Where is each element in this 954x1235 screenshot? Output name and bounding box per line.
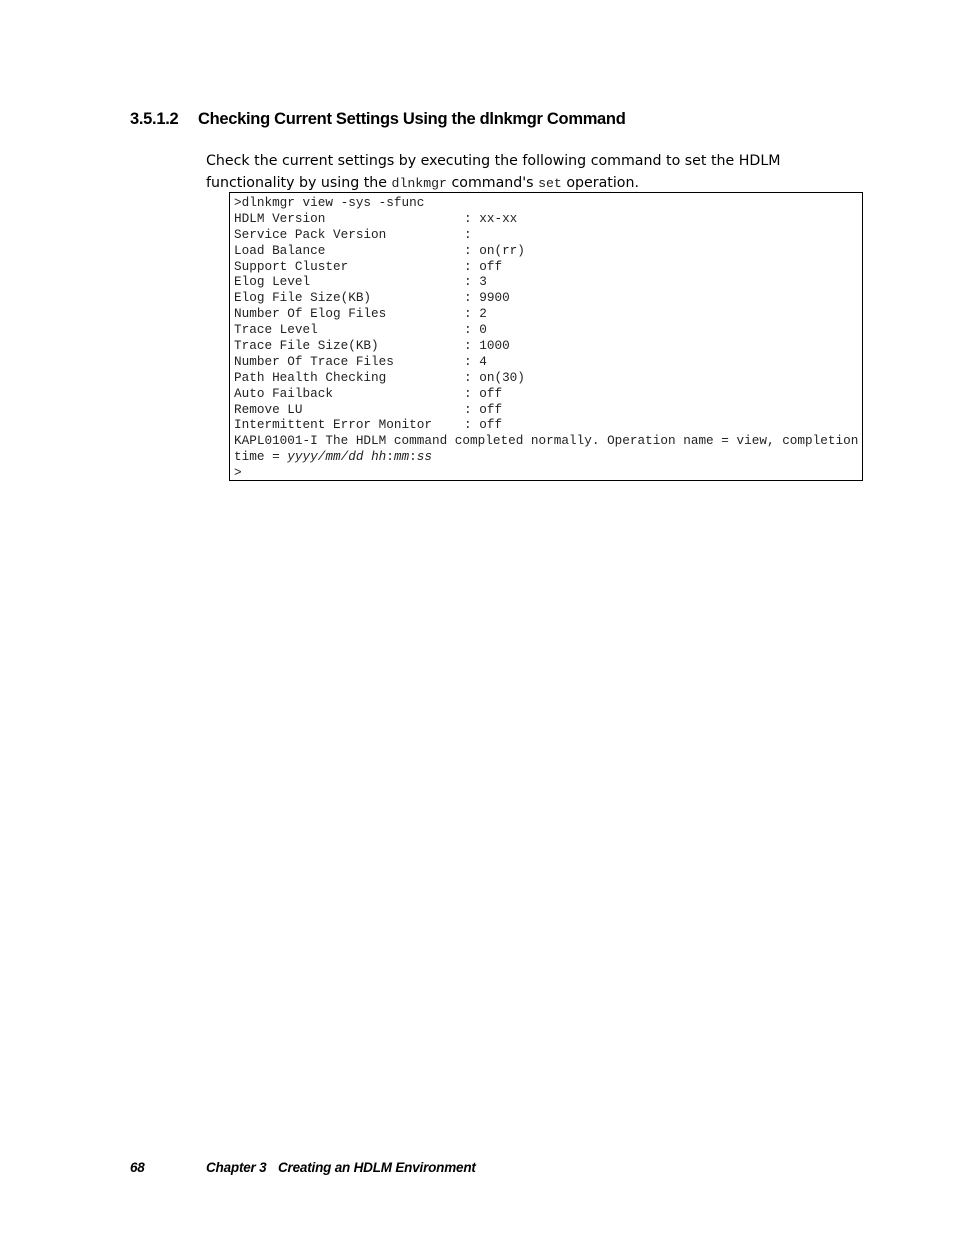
time-hours: hh	[371, 449, 387, 465]
setting-row	[234, 306, 862, 322]
setting-value: : 4	[464, 353, 487, 369]
time-minutes: mm	[393, 449, 410, 465]
intro-paragraph	[206, 151, 846, 194]
setting-row	[234, 386, 862, 402]
setting-row	[234, 243, 862, 259]
setting-key: Number Of Elog Files	[234, 306, 387, 322]
intro-text-3: operation.	[561, 174, 639, 191]
setting-value: :	[464, 226, 472, 242]
setting-row	[234, 274, 862, 290]
time-date: yyyy/mm/dd	[287, 449, 364, 465]
setting-key: Support Cluster	[234, 258, 349, 274]
setting-value: : 2	[464, 306, 487, 322]
setting-key: Remove LU	[234, 401, 303, 417]
setting-key: Elog File Size(KB)	[234, 290, 372, 306]
setting-row	[234, 370, 862, 386]
intro-text-2: command's	[446, 174, 539, 191]
time-colon-1: :	[386, 449, 394, 465]
command-output-box	[229, 192, 863, 481]
setting-value: : off	[464, 417, 503, 433]
setting-value: : 9900	[464, 290, 510, 306]
setting-value: : xx-xx	[464, 210, 518, 226]
page-number: 68	[130, 1160, 145, 1175]
time-prefix: time =	[234, 449, 288, 465]
setting-row	[234, 211, 862, 227]
command-line: >dlnkmgr view -sys -sfunc	[234, 195, 425, 210]
setting-row	[234, 354, 862, 370]
intro-command-name: dlnkmgr	[391, 175, 447, 191]
time-seconds: ss	[416, 449, 433, 465]
section-title: Checking Current Settings Using the dlnkmgr Command	[198, 110, 626, 128]
setting-value: : 1000	[464, 338, 510, 354]
setting-key: Intermittent Error Monitor	[234, 417, 432, 433]
intro-operation-name: set	[538, 175, 562, 191]
setting-row	[234, 417, 862, 433]
setting-key: Path Health Checking	[234, 369, 387, 385]
setting-value: : 3	[464, 274, 487, 290]
intro-text-1: Check the current settings by executing the following command to set the HDLM functionality by using the	[206, 153, 781, 191]
setting-key: Trace File Size(KB)	[234, 338, 379, 354]
setting-row	[234, 338, 862, 354]
setting-value: : off	[464, 385, 503, 401]
setting-row	[234, 259, 862, 275]
setting-value: : on(30)	[464, 369, 525, 385]
completion-time-line	[234, 449, 862, 465]
setting-key: Trace Level	[234, 322, 318, 338]
setting-row	[234, 227, 862, 243]
prompt-line: >	[234, 465, 242, 481]
time-space	[363, 449, 371, 464]
setting-key: HDLM Version	[234, 210, 326, 226]
chapter-number: Chapter 3	[206, 1160, 267, 1175]
chapter-title: Creating an HDLM Environment	[278, 1160, 476, 1175]
setting-key: Elog Level	[234, 274, 311, 290]
completion-message: KAPL01001-I The HDLM command completed normally. Operation name = view, completion	[234, 433, 859, 449]
setting-value: : off	[464, 258, 503, 274]
setting-row	[234, 402, 862, 418]
setting-row	[234, 322, 862, 338]
section-number: 3.5.1.2	[130, 110, 179, 128]
setting-key: Number Of Trace Files	[234, 353, 394, 369]
setting-value: : off	[464, 401, 503, 417]
setting-key: Auto Failback	[234, 385, 333, 401]
setting-value: : on(rr)	[464, 242, 525, 258]
section-heading	[130, 110, 626, 129]
setting-row	[234, 290, 862, 306]
time-colon-2: :	[409, 449, 417, 465]
settings-list	[234, 211, 862, 433]
setting-key: Load Balance	[234, 242, 326, 258]
setting-value: : 0	[464, 322, 487, 338]
setting-key: Service Pack Version	[234, 226, 387, 242]
page-footer	[130, 1160, 476, 1175]
